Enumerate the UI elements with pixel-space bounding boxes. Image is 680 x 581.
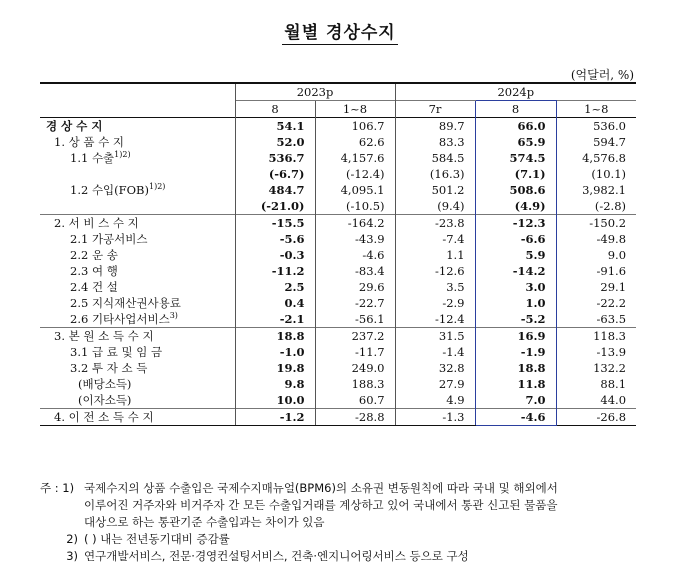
table-row [40,279,636,295]
table-row [40,263,636,279]
cell-value: 18.8 [235,328,315,345]
note-2-label: 2) [66,532,78,546]
row-label [40,198,235,215]
note-2: ( ) 내는 전년동기대비 증감률 [84,532,230,546]
table-row [40,376,636,392]
note-3: 연구개발서비스, 전문·경영컨설팅서비스, 건축·엔지니어링서비스 등으로 구성 [84,549,469,563]
cell-value: -4.6 [475,409,556,426]
cell-value: -83.4 [315,263,395,279]
cell-value: (7.1) [475,166,556,182]
table-row [40,328,636,345]
cell-value: 44.0 [600,393,627,407]
header-corner [40,83,235,101]
cell-value: -15.5 [235,215,315,232]
row-label-text: 1.1 수출 [70,151,115,165]
cell-value: 1.1 [395,247,475,263]
table-row [40,344,636,360]
row-label [40,215,235,232]
row-label [40,328,235,345]
row-footnote-mark: 1)2) [149,182,166,192]
cell-value: 18.8 [475,360,556,376]
current-account-table [40,82,636,426]
cell-value: -49.8 [596,232,627,246]
cell-value: 54.1 [235,118,315,135]
cell-value: 132.2 [593,361,627,375]
cell-value: 19.8 [235,360,315,376]
cell-value: 9.0 [607,248,627,262]
cell-value: 65.9 [475,134,556,150]
row-footnote-mark: 3) [169,311,178,321]
cell-value: 3.5 [395,279,475,295]
row-label-text: (이자소득) [78,393,132,407]
table-row [40,118,636,135]
cell-value: 3.0 [475,279,556,295]
cell-value: (10.1) [591,167,627,181]
page-title: 월별 경상수지 [284,23,396,43]
cell-value: -0.3 [235,247,315,263]
note-1-line-b: 이루어진 거주자와 비거주자 간 모든 수출입거래를 계상하고 있어 국내에서 통관 신고된 물품을 [84,498,558,512]
cell-value: -7.4 [395,231,475,247]
cell-value: -23.8 [395,215,475,232]
cell-value: -22.2 [596,296,627,310]
cell-value: -1.2 [235,409,315,426]
row-label-text: 3.2 투 자 소 득 [70,361,148,375]
header-blank [40,101,235,118]
cell-value: -63.5 [596,312,627,326]
header-2024: 2024p [395,83,636,101]
row-label [40,409,235,426]
cell-value: (9.4) [395,198,475,215]
cell-value: 536.7 [235,150,315,166]
cell-value: 4.9 [395,392,475,409]
cell-value: 484.7 [235,182,315,198]
row-label [40,182,235,198]
cell-value: 10.0 [235,392,315,409]
cell-value: 508.6 [475,182,556,198]
cell-value: 29.6 [315,279,395,295]
cell-value: -12.3 [475,215,556,232]
header-2024-jul: 7r [395,101,475,118]
header-2023-jan-aug: 1~8 [315,101,395,118]
row-label-text: 2.4 건 설 [70,280,118,294]
cell-value: 9.8 [235,376,315,392]
cell-value: (-12.4) [315,166,395,182]
cell-value: -2.9 [395,295,475,311]
row-footnote-mark: 1)2) [114,150,131,160]
table-row [40,247,636,263]
cell-value: -11.7 [315,344,395,360]
cell-value: -12.4 [395,311,475,328]
cell-value: 106.7 [315,118,395,135]
row-label [40,166,235,182]
table-row [40,360,636,376]
row-label [40,279,235,295]
row-label [40,231,235,247]
cell-value: (4.9) [475,198,556,215]
table-row [40,166,636,182]
cell-value: 501.2 [395,182,475,198]
row-label [40,118,235,135]
row-label-text: 2.3 여 행 [70,264,118,278]
cell-value: 16.9 [475,328,556,345]
cell-value: -4.6 [315,247,395,263]
cell-value: 32.8 [395,360,475,376]
cell-value: 594.7 [593,135,627,149]
cell-value: -5.6 [235,231,315,247]
cell-value: 237.2 [315,328,395,345]
cell-value: 31.5 [395,328,475,345]
cell-value: 188.3 [315,376,395,392]
cell-value: 2.5 [235,279,315,295]
table-row [40,150,636,166]
row-label-text: 4. 이 전 소 득 수 지 [54,410,154,424]
header-2023-aug: 8 [235,101,315,118]
cell-value: 60.7 [315,392,395,409]
cell-value: 584.5 [395,150,475,166]
cell-value: 89.7 [395,118,475,135]
cell-value: 4,157.6 [315,150,395,166]
cell-value: 5.9 [475,247,556,263]
cell-value: -13.9 [596,345,627,359]
table-row [40,409,636,426]
cell-value: 4,095.1 [315,182,395,198]
header-2024-aug: 8 [475,101,556,118]
cell-value: -1.4 [395,344,475,360]
cell-value: -28.8 [315,409,395,426]
cell-value: 83.3 [395,134,475,150]
cell-value: -1.0 [235,344,315,360]
cell-value: (16.3) [395,166,475,182]
cell-value: 249.0 [315,360,395,376]
cell-value: 52.0 [235,134,315,150]
cell-value: 574.5 [475,150,556,166]
cell-value: -2.1 [235,311,315,328]
note-1-label: 주 : 1) [40,481,75,495]
unit-label: (억달러, %) [570,68,634,82]
row-label [40,247,235,263]
row-label [40,360,235,376]
row-label-text: 경 상 수 지 [46,119,103,133]
table-row [40,182,636,198]
row-label [40,376,235,392]
row-label [40,392,235,409]
row-label-text: (배당소득) [78,377,132,391]
cell-value: -56.1 [315,311,395,328]
table-row [40,295,636,311]
row-label-text: 2.6 기타사업서비스 [70,312,170,326]
table-row [40,198,636,215]
cell-value: 88.1 [600,377,627,391]
cell-value: 1.0 [475,295,556,311]
table-row [40,311,636,328]
row-label [40,150,235,166]
cell-value: -150.2 [556,215,636,232]
row-label [40,344,235,360]
table-row [40,392,636,409]
cell-value: 7.0 [475,392,556,409]
row-label-text: 3.1 급 료 및 임 금 [70,345,163,359]
row-label [40,295,235,311]
cell-value: -43.9 [315,231,395,247]
cell-value: 11.8 [475,376,556,392]
cell-value: 4,576.8 [582,151,627,165]
row-label-text: 1. 상 품 수 지 [54,135,125,149]
cell-value: -1.3 [395,409,475,426]
cell-value: 0.4 [235,295,315,311]
cell-value: -14.2 [475,263,556,279]
table-row [40,231,636,247]
row-label [40,311,235,328]
cell-value: 118.3 [556,328,636,345]
row-label-text: 2.5 지식재산권사용료 [70,296,181,310]
row-label-text: 1.2 수입(FOB) [70,183,149,197]
row-label-text: 3. 본 원 소 득 수 지 [54,329,154,343]
cell-value: 62.6 [315,134,395,150]
note-3-label: 3) [66,549,78,563]
cell-value: -6.6 [475,231,556,247]
cell-value: -26.8 [556,409,636,426]
cell-value: (-2.8) [594,199,627,213]
cell-value: -91.6 [596,264,627,278]
cell-value: 29.1 [600,280,627,294]
header-2023: 2023p [235,83,395,101]
cell-value: 3,982.1 [582,183,627,197]
header-2024-jan-aug: 1~8 [556,101,636,118]
cell-value: -164.2 [315,215,395,232]
cell-value: -11.2 [235,263,315,279]
cell-value: -5.2 [475,311,556,328]
cell-value: -22.7 [315,295,395,311]
table-row [40,215,636,232]
note-1-line-c: 대상으로 하는 통관기준 수출입과는 차이가 있음 [84,515,325,529]
row-label-text: 2.2 운 송 [70,248,118,262]
row-label-text: 2. 서 비 스 수 지 [54,216,139,230]
note-1-line-a: 국제수지의 상품 수출입은 국제수지매뉴얼(BPM6)의 소유권 변동원칙에 따라 국내 및 해외에서 [84,481,558,495]
cell-value: 66.0 [475,118,556,135]
cell-value: -12.6 [395,263,475,279]
cell-value: -1.9 [475,344,556,360]
row-label-text: 2.1 가공서비스 [70,232,148,246]
cell-value: 27.9 [395,376,475,392]
row-label [40,134,235,150]
table-row [40,134,636,150]
row-label [40,263,235,279]
cell-value: (-6.7) [235,166,315,182]
footnotes [40,480,640,565]
cell-value: (-10.5) [315,198,395,215]
cell-value: (-21.0) [235,198,315,215]
cell-value: 536.0 [556,118,636,135]
